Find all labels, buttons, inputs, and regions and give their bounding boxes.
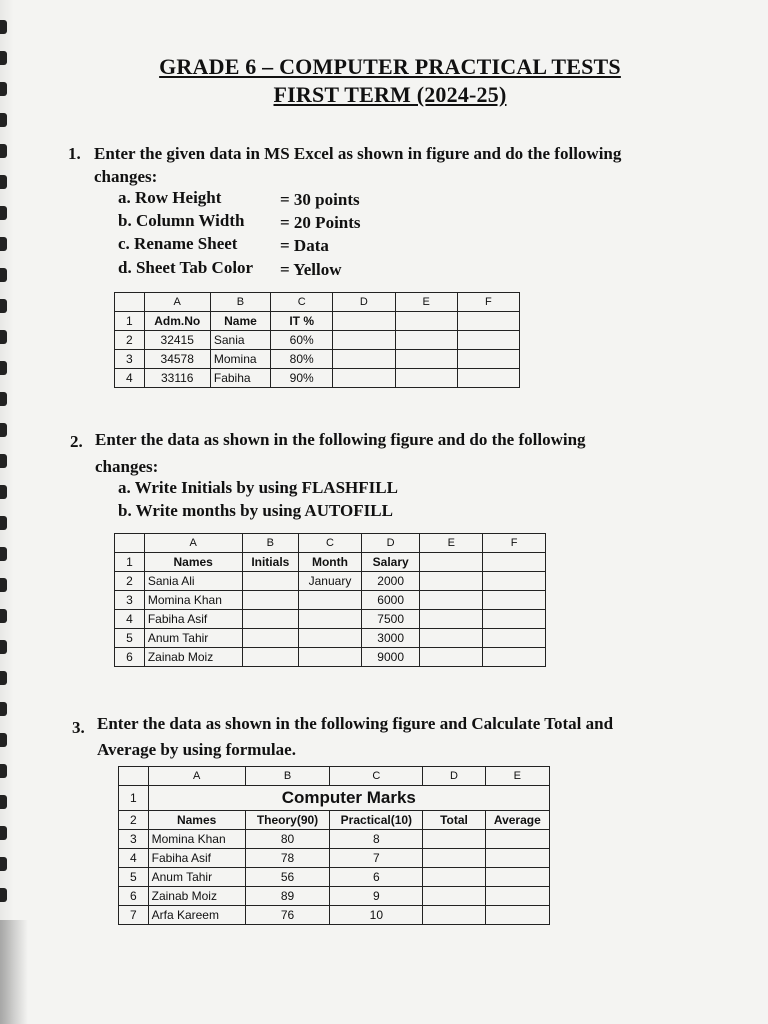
cell: [242, 591, 299, 610]
col-header-b: B: [245, 767, 330, 786]
row-number: 4: [119, 849, 149, 868]
cell: Names: [148, 811, 245, 830]
binding-hole: [0, 733, 7, 747]
cell: [483, 610, 546, 629]
table-row: [115, 331, 520, 350]
binding-hole: [0, 547, 7, 561]
q2-spreadsheet-table: [114, 533, 546, 667]
cell: [483, 629, 546, 648]
cell: Zainab Moiz: [144, 648, 242, 667]
binding-hole: [0, 330, 7, 344]
q1-item-c-label: c. Rename Sheet: [118, 234, 238, 253]
cell: Total: [423, 811, 485, 830]
binding-hole: [0, 640, 7, 654]
binding-hole: [0, 144, 7, 158]
cell: [457, 331, 519, 350]
col-header-a: A: [144, 534, 242, 553]
cell: [485, 849, 549, 868]
cell: Names: [144, 553, 242, 572]
binding-hole: [0, 888, 7, 902]
col-header-b: B: [210, 293, 270, 312]
cell: Name: [210, 312, 270, 331]
cell: [423, 868, 485, 887]
cell: Momina: [210, 350, 270, 369]
col-header-f: F: [483, 534, 546, 553]
row-number: 5: [119, 868, 149, 887]
cell: 78: [245, 849, 330, 868]
binding-hole: [0, 361, 7, 375]
cell: [333, 331, 395, 350]
table-row: [115, 312, 520, 331]
cell: Arfa Kareem: [148, 906, 245, 925]
cell: 32415: [144, 331, 210, 350]
row-number: 4: [115, 610, 145, 629]
binding-hole: [0, 206, 7, 220]
cell: [423, 830, 485, 849]
q2-item-a: a. Write Initials by using FLASHFILL: [118, 478, 398, 497]
question-1-text-cont: changes:: [94, 167, 158, 186]
binding-hole: [0, 857, 7, 871]
binding-hole: [0, 826, 7, 840]
table-row: [119, 849, 550, 868]
cell: 60%: [271, 331, 333, 350]
cell: IT %: [271, 312, 333, 331]
cell: Initials: [242, 553, 299, 572]
cell: Month: [299, 553, 362, 572]
cell: [333, 350, 395, 369]
question-3-number: 3.: [72, 718, 85, 737]
cell: [299, 629, 362, 648]
cell: Fabiha: [210, 369, 270, 388]
col-header-e: E: [420, 534, 483, 553]
col-header-d: D: [361, 534, 420, 553]
cell: Sania Ali: [144, 572, 242, 591]
cell: [242, 610, 299, 629]
table-header-row: [119, 811, 550, 830]
cell: Theory(90): [245, 811, 330, 830]
col-header-e: E: [395, 293, 457, 312]
title-line-1: GRADE 6 – COMPUTER PRACTICAL TESTS: [159, 54, 621, 79]
cell: [420, 610, 483, 629]
col-header-f: F: [457, 293, 519, 312]
cell: [420, 648, 483, 667]
cell: [299, 610, 362, 629]
binding-hole: [0, 795, 7, 809]
binding-hole: [0, 578, 7, 592]
corner-cell: [115, 534, 145, 553]
binding-hole: [0, 175, 7, 189]
cell: 9: [330, 887, 423, 906]
cell: [483, 572, 546, 591]
title-line-2: FIRST TERM (2024-25): [273, 82, 507, 107]
q3-spreadsheet-table: [118, 766, 550, 925]
cell: 80: [245, 830, 330, 849]
cell: [483, 648, 546, 667]
cell: 3000: [361, 629, 420, 648]
table-row: [119, 868, 550, 887]
cell: 76: [245, 906, 330, 925]
binding-hole: [0, 20, 7, 34]
cell: [299, 648, 362, 667]
cell: 7500: [361, 610, 420, 629]
cell: Adm.No: [144, 312, 210, 331]
cell: Practical(10): [330, 811, 423, 830]
row-number: 7: [119, 906, 149, 925]
cell: 56: [245, 868, 330, 887]
cell: [457, 350, 519, 369]
binding-hole: [0, 299, 7, 313]
cell: [242, 648, 299, 667]
question-2-text: Enter the data as shown in the following figure and do the following: [95, 430, 586, 449]
table-row: [115, 553, 546, 572]
binding-hole: [0, 702, 7, 716]
cell: [333, 369, 395, 388]
cell: 7: [330, 849, 423, 868]
cell: [423, 906, 485, 925]
q1-item-a-value: = 30 points: [280, 190, 360, 209]
corner-cell: [119, 767, 149, 786]
cell: 34578: [144, 350, 210, 369]
cell: [299, 591, 362, 610]
q1-item-b-label: b. Column Width: [118, 211, 245, 230]
question-2-text-cont: changes:: [95, 457, 159, 476]
table-row: [119, 830, 550, 849]
cell: [242, 629, 299, 648]
binding-hole: [0, 113, 7, 127]
binding-hole: [0, 82, 7, 96]
cell: 6: [330, 868, 423, 887]
q2-column-header-row: [115, 534, 546, 553]
col-header-d: D: [333, 293, 395, 312]
cell: Zainab Moiz: [148, 887, 245, 906]
binding-hole: [0, 237, 7, 251]
cell: [395, 369, 457, 388]
cell: Average: [485, 811, 549, 830]
table-row: [115, 591, 546, 610]
cell: 10: [330, 906, 423, 925]
table-row: [115, 369, 520, 388]
page-shadow: [0, 920, 28, 1024]
row-number: 2: [119, 811, 149, 830]
cell: [485, 868, 549, 887]
question-3-text: Enter the data as shown in the following figure and Calculate Total and: [97, 714, 614, 733]
cell: [423, 849, 485, 868]
col-header-b: B: [242, 534, 299, 553]
question-1-text: Enter the given data in MS Excel as shown in figure and do the following: [94, 144, 622, 163]
table-row: [115, 350, 520, 369]
binding-hole: [0, 268, 7, 282]
row-number: 5: [115, 629, 145, 648]
binding-hole: [0, 423, 7, 437]
question-3-text-cont: Average by using formulae.: [97, 740, 296, 759]
table-row: [115, 572, 546, 591]
cell: 89: [245, 887, 330, 906]
cell: 80%: [271, 350, 333, 369]
q1-item-b-value: = 20 Points: [280, 213, 361, 232]
cell: Anum Tahir: [148, 868, 245, 887]
table-row: [119, 906, 550, 925]
cell: Sania: [210, 331, 270, 350]
q1-column-header-row: [115, 293, 520, 312]
col-header-d: D: [423, 767, 485, 786]
cell: [395, 312, 457, 331]
col-header-a: A: [148, 767, 245, 786]
corner-cell: [115, 293, 145, 312]
merged-title-cell: Computer Marks: [148, 786, 549, 811]
cell: 33116: [144, 369, 210, 388]
cell: [485, 887, 549, 906]
binding-hole: [0, 51, 7, 65]
cell: Fabiha Asif: [148, 849, 245, 868]
binding-hole: [0, 516, 7, 530]
cell: [483, 553, 546, 572]
binding-hole: [0, 764, 7, 778]
row-number: 2: [115, 572, 145, 591]
table-row: [119, 786, 550, 811]
table-row: [119, 887, 550, 906]
col-header-e: E: [485, 767, 549, 786]
cell: [483, 591, 546, 610]
cell: 8: [330, 830, 423, 849]
q1-item-a-label: a. Row Height: [118, 188, 222, 207]
row-number: 2: [115, 331, 145, 350]
cell: [457, 369, 519, 388]
q2-item-b: b. Write months by using AUTOFILL: [118, 501, 393, 520]
cell: [420, 553, 483, 572]
q1-spreadsheet-table: [114, 292, 520, 388]
binding-hole: [0, 485, 7, 499]
table-row: [115, 648, 546, 667]
col-header-c: C: [299, 534, 362, 553]
binding-hole: [0, 671, 7, 685]
cell: 2000: [361, 572, 420, 591]
cell: Anum Tahir: [144, 629, 242, 648]
table-row: [115, 610, 546, 629]
question-2-number: 2.: [70, 432, 83, 451]
binding-hole: [0, 392, 7, 406]
cell: Fabiha Asif: [144, 610, 242, 629]
cell: [242, 572, 299, 591]
table-row: [115, 629, 546, 648]
cell: [395, 350, 457, 369]
cell: [420, 591, 483, 610]
cell: Momina Khan: [144, 591, 242, 610]
row-number: 3: [119, 830, 149, 849]
cell: 90%: [271, 369, 333, 388]
binding-hole: [0, 609, 7, 623]
row-number: 4: [115, 369, 145, 388]
cell: [423, 887, 485, 906]
cell: [457, 312, 519, 331]
row-number: 1: [119, 786, 149, 811]
q3-column-header-row: [119, 767, 550, 786]
row-number: 6: [115, 648, 145, 667]
row-number: 3: [115, 591, 145, 610]
q1-item-c-value: = Data: [280, 236, 329, 255]
q1-item-d-label: d. Sheet Tab Color: [118, 258, 254, 277]
cell: [395, 331, 457, 350]
cell: [420, 629, 483, 648]
q1-item-d-value: = Yellow: [280, 260, 342, 279]
cell: [420, 572, 483, 591]
cell: January: [299, 572, 362, 591]
binding-hole: [0, 454, 7, 468]
cell: [333, 312, 395, 331]
cell: 9000: [361, 648, 420, 667]
row-number: 3: [115, 350, 145, 369]
cell: [485, 906, 549, 925]
col-header-a: A: [144, 293, 210, 312]
question-1-number: 1.: [68, 144, 81, 163]
cell: 6000: [361, 591, 420, 610]
row-number: 6: [119, 887, 149, 906]
row-number: 1: [115, 312, 145, 331]
cell: Salary: [361, 553, 420, 572]
col-header-c: C: [330, 767, 423, 786]
row-number: 1: [115, 553, 145, 572]
cell: [485, 830, 549, 849]
cell: Momina Khan: [148, 830, 245, 849]
col-header-c: C: [271, 293, 333, 312]
